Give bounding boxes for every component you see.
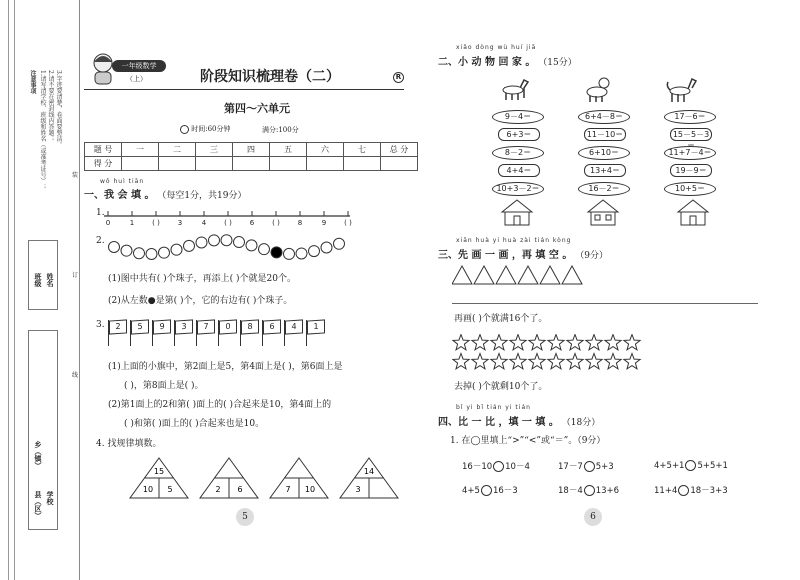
q3-number: 3. bbox=[96, 320, 105, 330]
class-label: 班级 bbox=[34, 273, 43, 287]
star-shape bbox=[567, 335, 583, 350]
flag: 3 bbox=[175, 319, 193, 334]
bead bbox=[309, 246, 320, 257]
bead bbox=[146, 248, 157, 259]
section1-points: （每空1分，共19分） bbox=[157, 191, 247, 201]
compare-circle[interactable] bbox=[678, 485, 689, 496]
triangle-number: 2 bbox=[215, 485, 221, 494]
compare-circle[interactable] bbox=[481, 485, 492, 496]
left-expr: 11+4 bbox=[654, 486, 678, 496]
left-expr: 17－7 bbox=[558, 462, 583, 472]
bead bbox=[259, 244, 270, 255]
grade-badge bbox=[86, 50, 166, 88]
triangle-shape bbox=[562, 266, 582, 284]
math-expression[interactable]: 6+10＝ bbox=[578, 146, 630, 160]
horse-icon bbox=[500, 76, 530, 104]
page-number-left: 5 bbox=[236, 508, 254, 526]
dog-icon bbox=[582, 74, 612, 104]
star-shape bbox=[453, 354, 469, 369]
house-icon bbox=[586, 198, 620, 226]
math-expression[interactable]: 15－5－3＝ bbox=[670, 128, 712, 141]
star-rows bbox=[452, 334, 652, 374]
note-1: 1.请写清学校、班级和姓名（或准考证号）； bbox=[39, 70, 46, 190]
triangle-number: 10 bbox=[142, 485, 154, 494]
district-label: 县（区） bbox=[34, 491, 43, 519]
score-table bbox=[84, 142, 418, 171]
triangle-shape bbox=[474, 266, 494, 284]
bead bbox=[184, 240, 195, 251]
star-shape bbox=[548, 335, 564, 350]
bead bbox=[246, 240, 257, 251]
q3-line2: ( )，第8面上是( )。 bbox=[124, 381, 204, 391]
q1-number: 1. bbox=[96, 208, 105, 218]
section4-heading bbox=[438, 413, 600, 430]
class-name-box bbox=[28, 240, 58, 310]
left-expr: 18－4 bbox=[558, 486, 583, 496]
tick-label: 0 bbox=[105, 219, 111, 227]
triangle-number: 7 bbox=[285, 485, 291, 494]
number-triangles bbox=[128, 456, 408, 500]
notes-heading: 注意事项 bbox=[29, 70, 36, 94]
triangle-number: 10 bbox=[304, 485, 316, 494]
section2-heading bbox=[438, 53, 577, 70]
volume-label: （上） bbox=[126, 75, 147, 83]
page-title: 阶段知识梳理卷（二） bbox=[200, 69, 340, 85]
table-cell: 六 bbox=[307, 143, 344, 157]
divider bbox=[452, 303, 758, 304]
time-label: 时间:60分钟 bbox=[191, 125, 231, 133]
flag: 0 bbox=[219, 319, 237, 334]
section3-points: （9分） bbox=[575, 251, 608, 261]
number-triangle bbox=[268, 456, 330, 500]
left-expr: 16－10 bbox=[462, 462, 493, 472]
triangle-number: 3 bbox=[355, 485, 361, 494]
star-shape bbox=[529, 354, 545, 369]
triangle-shape bbox=[518, 266, 538, 284]
left-expr: 4+5 bbox=[462, 486, 480, 496]
math-expression[interactable]: 11－10＝ bbox=[584, 128, 626, 141]
school-label: 学校 bbox=[46, 491, 55, 505]
table-cell: 五 bbox=[270, 143, 307, 157]
compare-circle[interactable] bbox=[584, 461, 595, 472]
name-label: 姓名 bbox=[46, 273, 55, 287]
triangle-number: 5 bbox=[167, 485, 173, 494]
compare-circle[interactable] bbox=[493, 461, 504, 472]
score-cell[interactable] bbox=[233, 157, 270, 171]
star-shape bbox=[605, 354, 621, 369]
score-cell[interactable] bbox=[344, 157, 381, 171]
score-cell[interactable] bbox=[270, 157, 307, 171]
star-shape bbox=[624, 335, 640, 350]
triangle-number: 6 bbox=[237, 485, 243, 494]
black-bead bbox=[271, 247, 282, 258]
time-info bbox=[180, 124, 231, 134]
flag-row bbox=[108, 318, 408, 358]
score-cell[interactable] bbox=[307, 157, 344, 171]
comparison-item bbox=[558, 460, 614, 472]
score-table-row bbox=[85, 157, 418, 171]
star-shape bbox=[472, 354, 488, 369]
compare-circle[interactable] bbox=[685, 460, 696, 471]
right-expr: 18－3+3 bbox=[690, 486, 728, 496]
q4-prompt: 4. 找规律填数。 bbox=[96, 439, 162, 449]
seal-mark: 装 bbox=[72, 172, 79, 179]
bead bbox=[121, 245, 132, 256]
table-cell: 二 bbox=[159, 143, 196, 157]
tick-label: 3 bbox=[177, 219, 183, 227]
seal-mark: 订 bbox=[72, 272, 79, 279]
township-label: 乡（镇） bbox=[34, 441, 43, 469]
tick-label[interactable]: ( ) bbox=[152, 219, 160, 227]
flag: 1 bbox=[307, 319, 325, 334]
bead bbox=[334, 238, 345, 249]
right-expr: 5+3 bbox=[595, 462, 614, 472]
table-cell: 总 分 bbox=[381, 143, 418, 157]
flag: 2 bbox=[109, 319, 127, 334]
math-expression[interactable]: 10+5＝ bbox=[664, 182, 716, 196]
tick-label[interactable]: ( ) bbox=[272, 219, 280, 227]
unit-subtitle: 第四～六单元 bbox=[224, 102, 290, 115]
section4-title: 四、比 一 比 ，填 一 填 。 bbox=[438, 417, 559, 428]
tick-label: 4 bbox=[201, 219, 207, 227]
section3-line2: 去掉( )个就剩10个了。 bbox=[454, 382, 548, 392]
star-shape bbox=[491, 335, 507, 350]
page-number-right: 6 bbox=[584, 508, 602, 526]
section4-q1: 1. 在◯里填上“>”“<”或“＝”。（9分） bbox=[450, 436, 606, 446]
tick-label[interactable]: ( ) bbox=[344, 219, 352, 227]
flag: 8 bbox=[241, 319, 259, 334]
number-triangle bbox=[198, 456, 260, 500]
q3-line4: ( )和第( )面上的( )合起来也是10。 bbox=[124, 419, 265, 429]
section4-points: （18分） bbox=[561, 418, 601, 428]
seal-line bbox=[8, 0, 9, 580]
right-expr: 5+5+1 bbox=[697, 461, 728, 471]
tick-label: 1 bbox=[129, 219, 135, 227]
q3-line3: (2)第1面上的2和第( )面上的( )合起来是10，第4面上的 bbox=[108, 400, 332, 410]
number-line-labels bbox=[104, 219, 354, 229]
left-expr: 4+5+1 bbox=[654, 461, 685, 471]
score-cell[interactable] bbox=[159, 157, 196, 171]
registered-mark: R bbox=[393, 72, 404, 83]
seal-line bbox=[14, 0, 15, 580]
star-shape bbox=[548, 354, 564, 369]
score-cell[interactable] bbox=[381, 157, 418, 171]
header-rule bbox=[84, 89, 404, 90]
tick-label[interactable]: ( ) bbox=[224, 219, 232, 227]
table-cell: 题 号 bbox=[85, 143, 122, 157]
section1-pinyin: wǒ huì tiān bbox=[100, 178, 145, 185]
right-expr: 16－3 bbox=[492, 486, 518, 496]
star-shape bbox=[624, 354, 640, 369]
star-shape bbox=[491, 354, 507, 369]
tick-label: 9 bbox=[321, 219, 327, 227]
score-cell[interactable] bbox=[196, 157, 233, 171]
math-expression[interactable]: 19－9＝ bbox=[670, 164, 712, 177]
star-shape bbox=[472, 335, 488, 350]
right-expr: 10－4 bbox=[505, 462, 530, 472]
section4-pinyin: bǐ yi bǐ tián yi tián bbox=[456, 404, 531, 411]
q2-line1: (1)图中共有( )个珠子，再添上( )个就是20个。 bbox=[108, 274, 296, 284]
table-cell: 得 分 bbox=[85, 157, 122, 171]
bead bbox=[221, 235, 232, 246]
triangle-shape bbox=[540, 266, 560, 284]
triangle-number: 15 bbox=[153, 467, 165, 476]
note-2: 2.请不要在密封线内答题； bbox=[47, 70, 54, 142]
star-shape bbox=[586, 335, 602, 350]
math-expression[interactable]: 9－4＝ bbox=[492, 110, 544, 124]
math-expression[interactable]: 17－6＝ bbox=[664, 110, 716, 124]
flag: 4 bbox=[285, 319, 303, 334]
section1-heading bbox=[84, 186, 247, 203]
score-info: 满分:100分 bbox=[262, 126, 299, 134]
comparison-item bbox=[462, 484, 518, 496]
pony-icon bbox=[666, 76, 698, 104]
star-shape bbox=[453, 335, 469, 350]
number-triangle bbox=[338, 456, 400, 500]
section3-title: 三、先 画 一 画 ，再 填 空 。 bbox=[438, 250, 573, 261]
triangle-number: 14 bbox=[363, 467, 375, 476]
section2-points: （15分） bbox=[538, 58, 577, 68]
table-cell: 七 bbox=[344, 143, 381, 157]
bead bbox=[134, 248, 145, 259]
comparison-item bbox=[654, 460, 728, 471]
star-shape bbox=[510, 335, 526, 350]
right-expr: 13+6 bbox=[595, 486, 620, 496]
math-expression[interactable]: 4+4＝ bbox=[498, 164, 540, 177]
bead bbox=[159, 247, 170, 258]
triangle-shape bbox=[496, 266, 516, 284]
q2-number: 2. bbox=[96, 236, 105, 246]
bead bbox=[196, 237, 207, 248]
bead bbox=[234, 237, 245, 248]
table-cell: 一 bbox=[122, 143, 159, 157]
school-info-box bbox=[28, 330, 58, 530]
bead bbox=[284, 248, 295, 259]
comparison-item bbox=[462, 460, 530, 472]
house-icon bbox=[500, 198, 534, 226]
math-expression[interactable]: 6+3＝ bbox=[498, 128, 540, 141]
flag: 7 bbox=[197, 319, 215, 334]
math-expression[interactable]: 10+3－2＝ bbox=[492, 182, 544, 196]
tick-label: 8 bbox=[297, 219, 303, 227]
q3-line1: (1)上面的小旗中，第2面上是5，第4面上是( )，第6面上是 bbox=[108, 362, 343, 372]
tick-label: 6 bbox=[249, 219, 255, 227]
grade-label: 一年级数学 bbox=[112, 60, 166, 72]
clock-icon bbox=[180, 125, 189, 134]
bead bbox=[171, 244, 182, 255]
compare-circle[interactable] bbox=[584, 485, 595, 496]
note-3: 3.字迹要清楚，卷面要整洁。 bbox=[55, 70, 62, 148]
math-expression[interactable]: 8－2＝ bbox=[492, 146, 544, 160]
math-expression[interactable]: 11+7－4＝ bbox=[664, 146, 716, 160]
star-shape bbox=[529, 335, 545, 350]
star-shape bbox=[605, 335, 621, 350]
section2-pinyin: xiǎo dòng wù huí jiā bbox=[456, 44, 537, 51]
comparison-item bbox=[558, 484, 619, 496]
section2-title: 二、小 动 物 回 家 。 bbox=[438, 57, 536, 68]
seal-mark: 线 bbox=[72, 372, 79, 379]
bead bbox=[209, 235, 220, 246]
table-cell: 三 bbox=[196, 143, 233, 157]
math-expression[interactable]: 13+4＝ bbox=[584, 164, 626, 177]
score-table-header bbox=[85, 143, 418, 157]
section3-line1: 再画( )个就满16个了。 bbox=[454, 314, 548, 324]
math-expression[interactable]: 16－2＝ bbox=[578, 182, 630, 196]
table-cell: 四 bbox=[233, 143, 270, 157]
triangle-row bbox=[452, 264, 682, 286]
star-shape bbox=[586, 354, 602, 369]
comparison-item bbox=[654, 484, 728, 496]
section1-title: 一、我 会 填 。 bbox=[84, 190, 155, 201]
flag: 6 bbox=[263, 319, 281, 334]
bead bbox=[321, 242, 332, 253]
star-shape bbox=[567, 354, 583, 369]
bead-string bbox=[106, 232, 356, 262]
math-expression[interactable]: 6+4－8＝ bbox=[578, 110, 630, 124]
q2-line2: (2)从左数●是第( )个，它的右边有( )个珠子。 bbox=[108, 296, 293, 306]
number-triangle bbox=[128, 456, 190, 500]
score-cell[interactable] bbox=[122, 157, 159, 171]
bead bbox=[109, 242, 120, 253]
section3-heading bbox=[438, 246, 608, 263]
binding-margin bbox=[0, 0, 80, 580]
bead bbox=[296, 248, 307, 259]
flag: 9 bbox=[153, 319, 171, 334]
flag: 5 bbox=[131, 319, 149, 334]
triangle-shape bbox=[452, 266, 472, 284]
star-shape bbox=[510, 354, 526, 369]
house-icon bbox=[676, 198, 710, 226]
section3-pinyin: xiān huà yi huà zài tián kòng bbox=[456, 237, 572, 244]
